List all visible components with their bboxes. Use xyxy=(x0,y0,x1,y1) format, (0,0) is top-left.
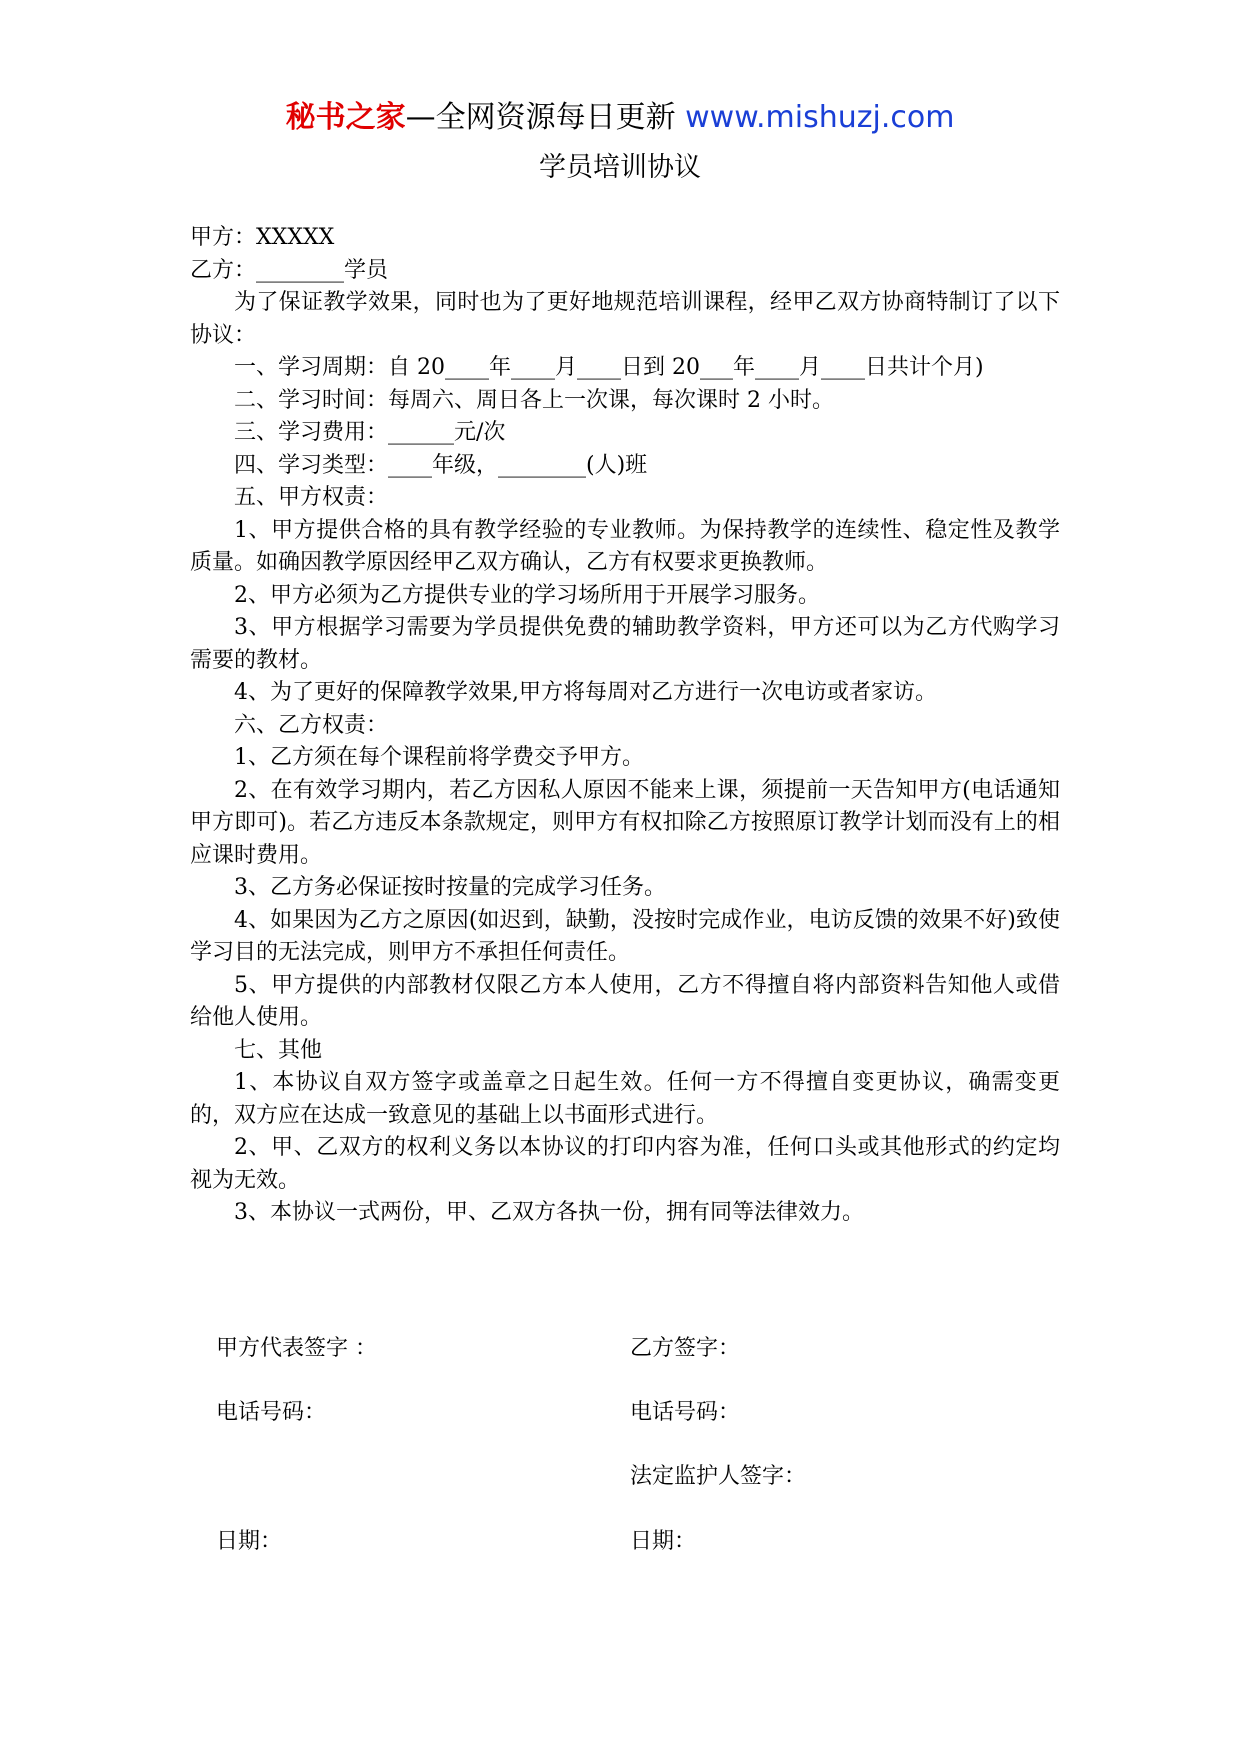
clause-study-time: 二、学习时间：每周六、周日各上一次课，每次课时 2 小时。 xyxy=(234,387,834,413)
section-party-b-duties: 六、乙方权责： xyxy=(234,712,389,738)
party-a-item-3: 3、甲方根据学习需要为学员提供免费的辅助教学资料，甲方还可以为乙方代购学习需要的教材。 xyxy=(190,615,1060,673)
site-slogan: —全网资源每日更新 xyxy=(405,100,686,135)
party-a-line: 甲方：XXXXX xyxy=(190,225,335,250)
site-header xyxy=(0,98,1240,138)
section-party-a-duties: 五、甲方权责： xyxy=(234,485,389,510)
party-a-item-1: 1、甲方提供合格的具有教学经验的专业教师。为保持教学的连续性、稳定性及教学质量。如确因教学原因经甲乙双方确认，乙方有权要求更换教师。 xyxy=(190,517,1060,575)
section-other: 七、其他 xyxy=(234,1037,323,1063)
clause-study-period: 一、学习周期：自 20____年____月____日到 20___年____月____日共计个月) xyxy=(234,355,984,380)
party-b-signature-label: 乙方签字： xyxy=(630,1336,741,1361)
party-a-item-4: 4、为了更好的保障教学效果,甲方将每周对乙方进行一次电访或者家访。 xyxy=(234,680,937,705)
site-url[interactable]: www.mishuzj.com xyxy=(685,100,955,135)
document-body xyxy=(190,222,1060,1230)
party-b-phone-label: 电话号码： xyxy=(630,1400,741,1425)
party-b-item-3: 3、乙方务必保证按时按量的完成学习任务。 xyxy=(234,875,666,900)
other-item-3: 3、本协议一式两份，甲、乙双方各执一份，拥有同等法律效力。 xyxy=(234,1200,864,1225)
guardian-signature-label: 法定监护人签字： xyxy=(630,1464,807,1489)
brand-name: 秘书之家 xyxy=(285,100,406,135)
clause-study-fee: 三、学习费用：______元/次 xyxy=(234,420,506,445)
clause-study-type: 四、学习类型：____年级，________(人)班 xyxy=(234,452,648,478)
party-a-signature-label: 甲方代表签字 ： xyxy=(216,1336,377,1361)
party-a-item-2: 2、甲方必须为乙方提供专业的学习场所用于开展学习服务。 xyxy=(234,582,820,608)
party-b-item-1: 1、乙方须在每个课程前将学费交予甲方。 xyxy=(234,745,644,770)
paragraph-intro: 为了保证教学效果，同时也为了更好地规范培训课程，经甲乙双方协商特制订了以下协议： xyxy=(190,290,1060,348)
other-item-1: 1、本协议自双方签字或盖章之日起生效。任何一方不得擅自变更协议，确需变更的，双方应在达成一致意见的基础上以书面形式进行。 xyxy=(190,1070,1060,1128)
document-title: 学员培训协议 xyxy=(539,152,701,183)
party-b-date-label: 日期： xyxy=(630,1529,697,1554)
party-b-item-4: 4、如果因为乙方之原因(如迟到，缺勤，没按时完成作业，电访反馈的效果不好)致使学习目的无法完成，则甲方不承担任何责任。 xyxy=(190,907,1060,965)
party-b-line: 乙方：________学员 xyxy=(190,257,389,283)
party-a-date-label: 日期： xyxy=(216,1529,283,1554)
party-b-item-2: 2、在有效学习期内，若乙方因私人原因不能来上课，须提前一天告知甲方(电话通知甲方即可)。若乙方违反本条款规定，则甲方有权扣除乙方按照原订教学计划而没有上的相应课时费用。 xyxy=(190,777,1060,868)
party-a-phone-label: 电话号码： xyxy=(216,1400,327,1425)
party-b-item-5: 5、甲方提供的内部教材仅限乙方本人使用，乙方不得擅自将内部资料告知他人或借给他人使用。 xyxy=(190,972,1060,1030)
other-item-2: 2、甲、乙双方的权利义务以本协议的打印内容为准，任何口头或其他形式的约定均视为无效。 xyxy=(190,1135,1060,1193)
